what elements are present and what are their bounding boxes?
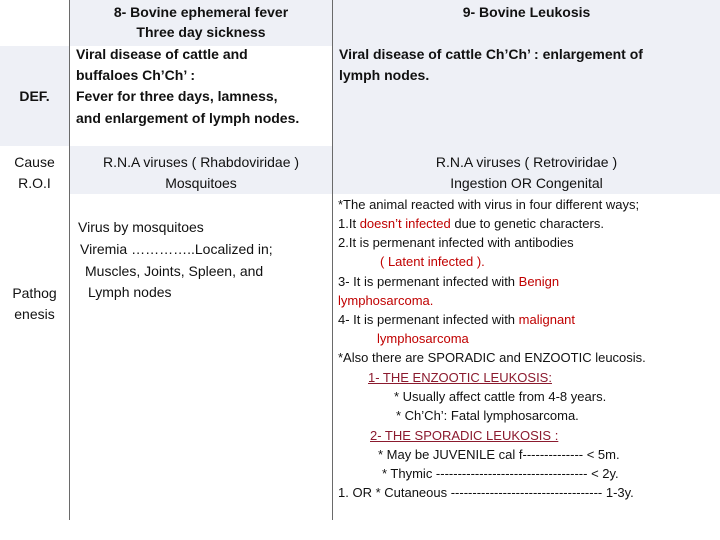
patho-col2-line-11: * Usually affect cattle from 4-8 years. bbox=[394, 389, 607, 404]
patho-col2-line-10: 1- THE ENZOOTIC LEUKOSIS: bbox=[368, 370, 552, 385]
cause-col2-line-2: Ingestion OR Congenital bbox=[450, 175, 603, 191]
patho-col2-line-3: 2.It is permenant infected with antibodies bbox=[338, 235, 574, 250]
patho-col1-line-4: Lymph nodes bbox=[88, 284, 172, 300]
patho-col2-line-4: ( Latent infected ). bbox=[380, 254, 485, 269]
patho-col2-line-6: lymphosarcoma. bbox=[338, 293, 434, 308]
patho-col1-line-1: Virus by mosquitoes bbox=[78, 219, 204, 235]
patho-col2-line-8: lymphosarcoma bbox=[377, 331, 469, 346]
patho-col2-line-13: 2- THE SPORADIC LEUKOSIS : bbox=[370, 428, 559, 443]
cause-col1-line-2: Mosquitoes bbox=[165, 175, 237, 191]
patho-col2-line-9: *Also there are SPORADIC and ENZOOTIC leucosis. bbox=[338, 350, 646, 365]
def-col1-line-3: Fever for three days, lamness, bbox=[76, 88, 278, 104]
patho-col2-line-2 bbox=[338, 214, 604, 233]
patho-label-line-1: Pathog bbox=[12, 285, 57, 301]
def-col1-line-1: Viral disease of cattle and bbox=[76, 46, 248, 62]
patho-col2-line-14: * May be JUVENILE cal f-------------- < 5m. bbox=[378, 447, 620, 462]
patho-col2-line-7 bbox=[338, 310, 575, 329]
def-label: DEF. bbox=[19, 88, 50, 104]
patho-col2-line-15: * Thymic ----------------------------------- < 2y. bbox=[382, 466, 619, 481]
patho-col2-line-5-highlight: Benign bbox=[518, 274, 560, 289]
column-divider-2 bbox=[332, 0, 333, 520]
cause-col1-line-1: R.N.A viruses ( Rhabdoviridae ) bbox=[102, 154, 300, 170]
patho-col2-line-5-a: 3- It is permenant infected with bbox=[338, 274, 519, 289]
patho-col1-line-2: Viremia …………..Localized in; bbox=[80, 241, 273, 257]
patho-col2-line-7-highlight: malignant bbox=[518, 312, 576, 327]
header-col1-title: 8- Bovine ephemeral fever bbox=[113, 4, 289, 20]
header-col2-title: 9- Bovine Leukosis bbox=[462, 4, 591, 20]
column-divider-1 bbox=[69, 0, 70, 520]
cause-col2-line-1: R.N.A viruses ( Retroviridae ) bbox=[435, 154, 618, 170]
patho-col2-line-5 bbox=[338, 272, 559, 291]
def-col1-line-4: and enlargement of lymph nodes. bbox=[76, 110, 300, 126]
patho-col2-line-16: 1. OR * Cutaneous ----------------------------------- 1-3y. bbox=[338, 485, 634, 500]
patho-col2-line-2-highlight: doesn’t infected bbox=[359, 216, 451, 231]
header-col1-subtitle: Three day sickness bbox=[136, 24, 266, 40]
cause-label-line-2: R.O.I bbox=[18, 175, 51, 191]
def-col2-line-2: lymph nodes. bbox=[339, 67, 430, 83]
patho-col2-line-1: *The animal reacted with virus in four different ways; bbox=[338, 197, 640, 212]
def-col1-line-2: buffaloes Ch’Ch’ : bbox=[76, 67, 195, 83]
cause-label-line-1: Cause bbox=[14, 154, 55, 170]
patho-col1-line-3: Muscles, Joints, Spleen, and bbox=[85, 263, 264, 279]
patho-label-line-2: enesis bbox=[14, 306, 55, 322]
patho-col2-line-2-a: 1.It bbox=[338, 216, 360, 231]
patho-col2-line-2-c: due to genetic characters. bbox=[450, 216, 604, 231]
patho-col2-line-7-a: 4- It is permenant infected with bbox=[338, 312, 519, 327]
def-col2-line-1: Viral disease of cattle Ch’Ch’ : enlargement of bbox=[339, 46, 643, 62]
patho-col2-line-12: * Ch’Ch’: Fatal lymphosarcoma. bbox=[396, 408, 579, 423]
